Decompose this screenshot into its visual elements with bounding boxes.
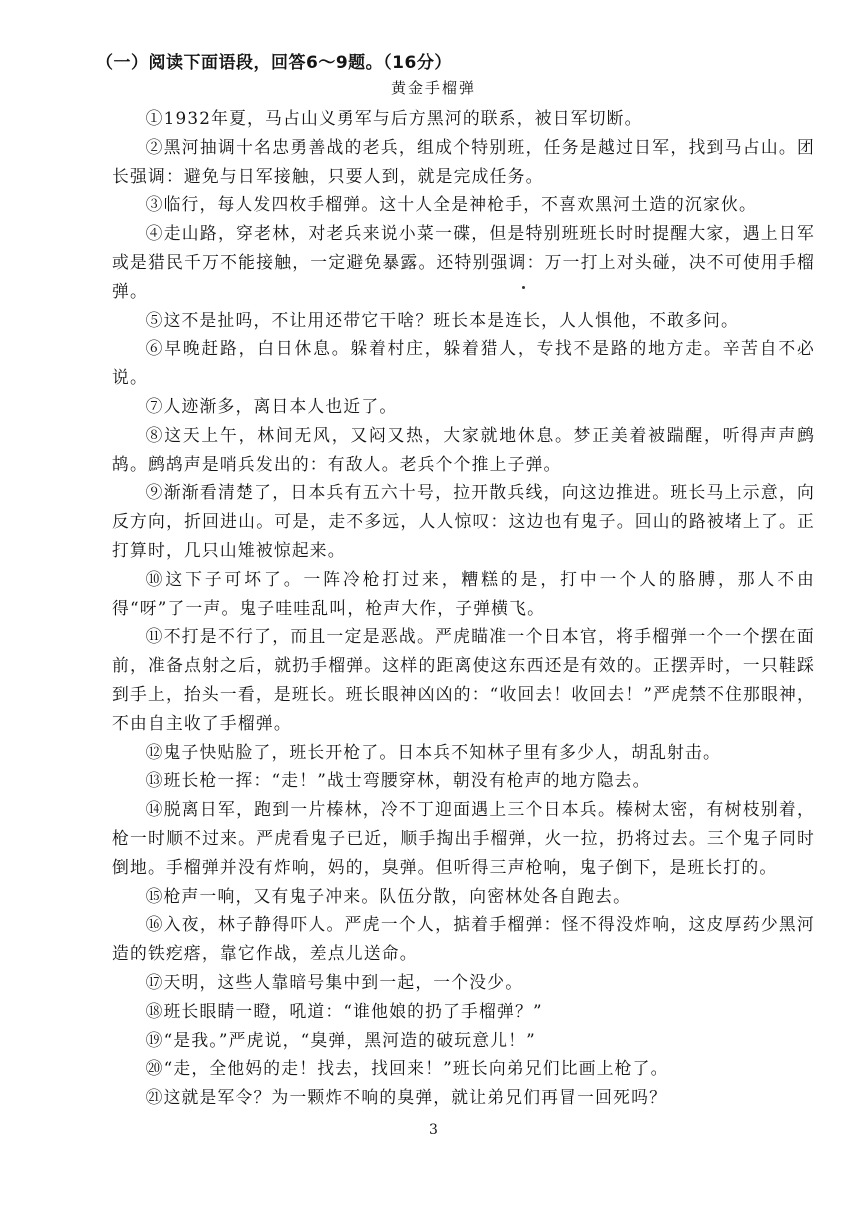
paragraph-16: ⑯入夜，林子静得吓人。严虎一个人，掂着手榴弹：怪不得没炸响，这皮厚药少黑河造的铁疙瘩，靠它作战，差点儿送命。 bbox=[112, 914, 815, 964]
paragraph-18: ⑱班长眼睛一瞪，吼道：“谁他娘的扔了手榴弹？” bbox=[145, 1000, 543, 1021]
paragraph-3: ③临行，每人发四枚手榴弹。这十人全是神枪手，不喜欢黑河土造的沉家伙。 bbox=[145, 194, 757, 215]
paragraph-13: ⑬班长枪一挥：“走！”战士弯腰穿林，朝没有枪声的地方隐去。 bbox=[145, 770, 651, 791]
paragraph-7: ⑦人迹渐多，离日本人也近了。 bbox=[145, 395, 398, 416]
paragraph-9: ⑨渐渐看清楚了，日本兵有五六十号，拉开散兵线，向这边推进。班长马上示意，向反方向，折回进山。可是，走不多远，人人惊叹：这边也有鬼子。回山的路被堵上了。正打算时，几只山雉被惊起来。 bbox=[112, 482, 815, 560]
paragraph-10: ⑩这下子可坏了。一阵冷枪打过来，糟糕的是，打中一个人的胳膊，那人不由得“呀”了一声。鬼子哇哇乱叫，枪声大作，子弹横飞。 bbox=[112, 568, 815, 618]
story-title: 黄金手榴弹 bbox=[390, 79, 476, 97]
paragraph-12: ⑫鬼子快贴脸了，班长开枪了。日本兵不知林子里有多少人，胡乱射击。 bbox=[145, 741, 721, 762]
paragraph-5: ⑤这不是扯吗，不让用还带它干啥？班长本是连长，人人惧他，不敢多问。 bbox=[145, 309, 739, 330]
story-body bbox=[112, 104, 815, 1112]
paragraph-1: ①1932年夏，马占山义勇军与后方黑河的联系，被日军切断。 bbox=[145, 108, 643, 128]
section-header: （一）阅读下面语段，回答6～9题。（16分） bbox=[96, 53, 452, 73]
paragraph-2: ②黑河抽调十名忠勇善战的老兵，组成个特别班，任务是越过日军，找到马占山。团长强调：避免与日军接触，只要人到，就是完成任务。 bbox=[112, 136, 815, 186]
paragraph-8: ⑧这天上午，林间无风，又闷又热，大家就地休息。梦正美着被踹醒，听得声声鹧鸪。鹧鸪声是哨兵发出的：有敌人。老兵个个推上子弹。 bbox=[112, 424, 815, 474]
paragraph-6: ⑥早晚赶路，白日休息。躲着村庄，躲着猎人，专找不是路的地方走。辛苦自不必说。 bbox=[112, 338, 815, 388]
paragraph-19: ⑲“是我。”严虎说，“臭弹，黑河造的破玩意儿！” bbox=[145, 1029, 536, 1050]
scan-speck bbox=[522, 286, 525, 289]
page-number: 3 bbox=[429, 1122, 438, 1138]
paragraph-21: ㉑这就是军令？为一颗炸不响的臭弹，就让弟兄们再冒一回死吗？ bbox=[145, 1087, 668, 1108]
paragraph-20: ⑳“走，全他妈的走！找去，找回来！”班长向弟兄们比画上枪了。 bbox=[145, 1058, 669, 1079]
paragraph-14: ⑭脱离日军，跑到一片榛林，冷不丁迎面遇上三个日本兵。榛树太密，有树枝别着，枪一时顺不过来。严虎看鬼子已近，顺手掏出手榴弹，火一拉，扔将过去。三个鬼子同时倒地。手榴弹并没有炸响，妈的，臭弹。但听得三声枪响，鬼子倒下，是班长打的。 bbox=[112, 799, 815, 877]
paragraph-11: ⑪不打是不行了，而且一定是恶战。严虎瞄准一个日本官，将手榴弹一个一个摆在面前，准备点射之后，就扔手榴弹。这样的距离使这东西还是有效的。正摆弄时，一只鞋踩到手上，抬头一看，是班长。班长眼神凶凶的：“收回去！收回去！”严虎禁不住那眼神，不由自主收了手榴弹。 bbox=[112, 626, 815, 733]
paragraph-15: ⑮枪声一响，又有鬼子冲来。队伍分散，向密林处各自跑去。 bbox=[145, 885, 632, 906]
paragraph-4: ④走山路，穿老林，对老兵来说小菜一碟，但是特别班班长时时提醒大家，遇上日军或是猎民千万不能接触，一定避免暴露。还特别强调：万一打上对头碰，决不可使用手榴弹。 bbox=[112, 223, 815, 301]
paragraph-17: ⑰天明，这些人靠暗号集中到一起，一个没少。 bbox=[145, 971, 524, 992]
